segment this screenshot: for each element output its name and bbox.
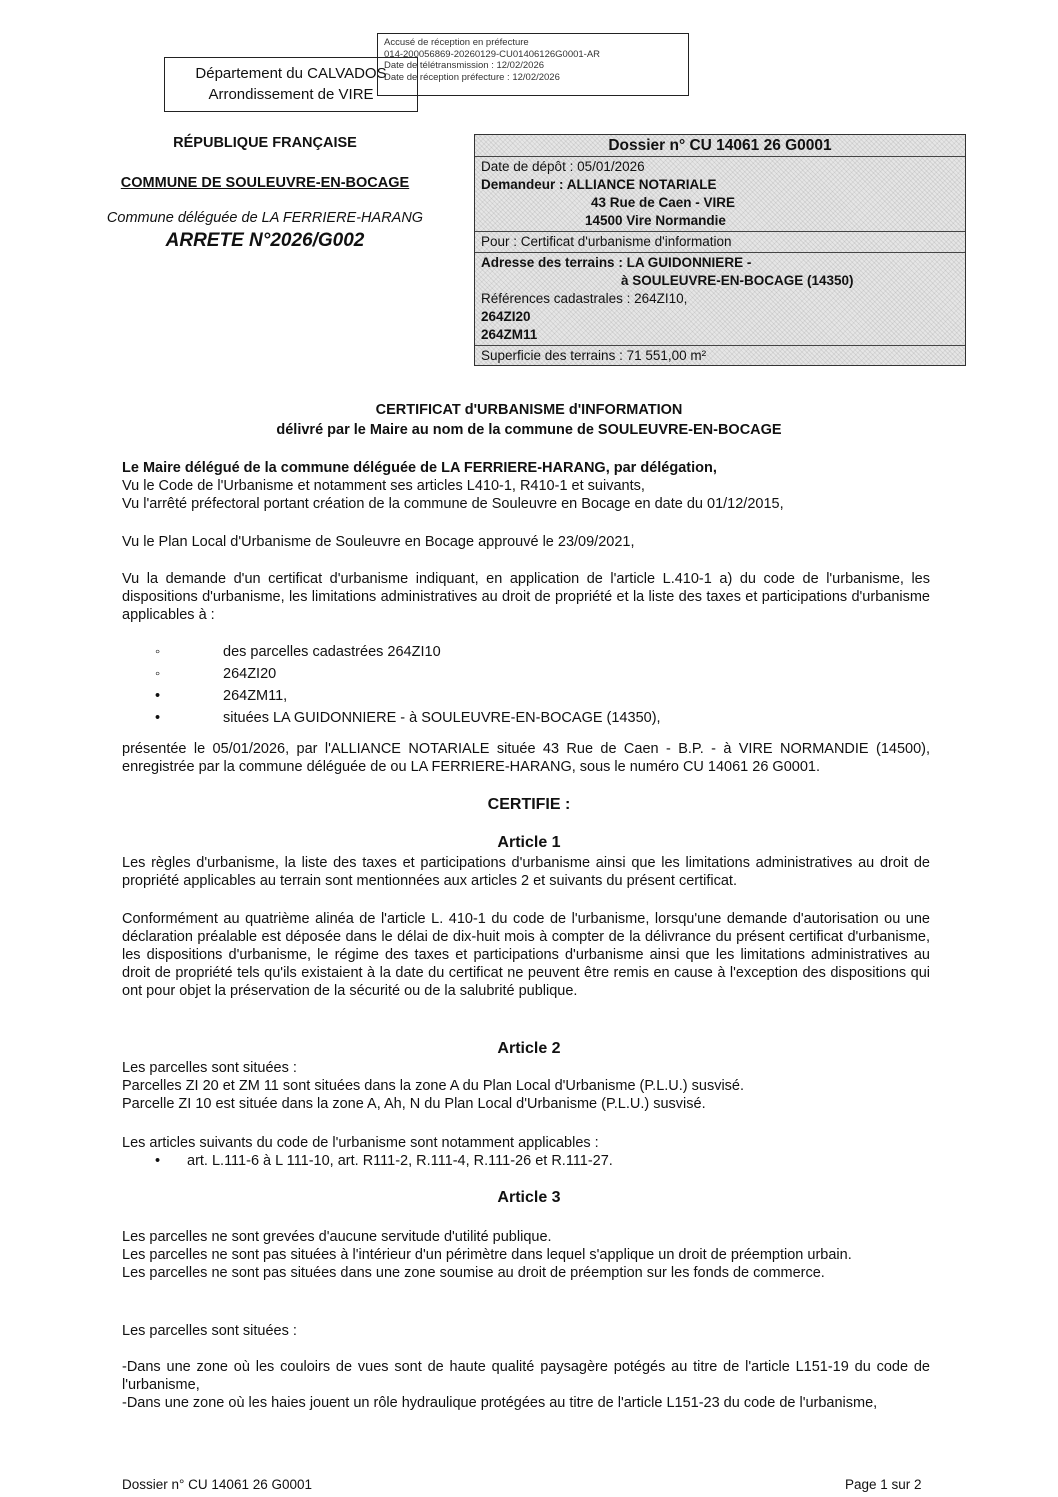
stamp-line: 014-200056869-20260129-CU01406126G0001-AR — [384, 48, 601, 60]
dossier-applicant-section — [475, 157, 965, 232]
cadastral-ref: 264ZM11 — [481, 327, 538, 342]
vu-code: Vu le Code de l'Urbanisme et notamment ses articles L410-1, R410-1 et suivants, — [122, 478, 645, 494]
demandeur-address: 43 Rue de Caen - VIRE — [591, 195, 736, 210]
list-item: • situées LA GUIDONNIERE - à SOULEUVRE-EN-BOCAGE (14350), — [155, 710, 661, 726]
commune-heading: COMMUNE DE SOULEUVRE-EN-BOCAGE — [120, 175, 410, 191]
article-2-line: Les articles suivants du code de l'urbanisme sont notamment applicables : — [122, 1135, 599, 1151]
certificat-subtitle: délivré par le Maire au nom de la commune de SOULEUVRE-EN-BOCAGE — [276, 422, 782, 438]
republic-heading: RÉPUBLIQUE FRANÇAISE — [173, 135, 357, 151]
article-2-line: Parcelle ZI 10 est située dans la zone A, Ah, N du Plan Local d'Urbanisme (P.L.U.) susvisé. — [122, 1096, 706, 1112]
dossier-superficie-section — [475, 346, 965, 366]
article-2-line: Parcelles ZI 20 et ZM 11 sont situées dans la zone A du Plan Local d'Urbanisme (P.L.U.) susvisé. — [122, 1078, 745, 1094]
dossier-object-section — [475, 232, 965, 253]
stamp-line: Date de réception préfecture : 12/02/2026 — [384, 71, 560, 83]
terrain-superficie: Superficie des terrains : 71 551,00 m² — [481, 348, 707, 363]
stamp-line: Date de télétransmission : 12/02/2026 — [384, 60, 545, 71]
list-item: • art. L.111-6 à L 111-10, art. R111-2, R.111-4, R.111-26 et R.111-27. — [155, 1153, 613, 1169]
arrondissement-name: Arrondissement de VIRE — [208, 86, 374, 103]
article-3-line: Les parcelles ne sont pas situées dans une zone soumise au droit de préemption sur les fonds de commerce. — [122, 1265, 825, 1281]
footer-dossier-number: Dossier n° CU 14061 26 G0001 — [122, 1477, 313, 1492]
maire-delegue: Le Maire délégué de la commune déléguée de LA FERRIERE-HARANG, par délégation, — [122, 460, 717, 476]
department-name: Département du CALVADOS — [195, 65, 387, 82]
dossier-title: Dossier n° CU 14061 26 G0001 — [475, 135, 965, 157]
article-1-p1: Les règles d'urbanisme, la liste des taxes et participations d'urbanisme ainsi que les limitations administratives au droit de propriété applicables au terrain sont mentionnées aux articles 2 et suivants du présent certificat. — [122, 855, 930, 889]
certificat-title: CERTIFICAT d'URBANISME d'INFORMATION — [375, 402, 683, 418]
terrain-address: Adresse des terrains : LA GUIDONNIERE - — [481, 255, 752, 270]
list-item: ◦ des parcelles cadastrées 264ZI10 — [155, 644, 441, 660]
commune-deleguee: Commune déléguée de LA FERRIERE-HARANG — [106, 210, 424, 226]
article-2-title: Article 2 — [497, 1040, 561, 1057]
dossier-box — [474, 134, 966, 366]
cadastral-refs: Références cadastrales : 264ZI10, — [481, 291, 688, 306]
footer-page-number: Page 1 sur 2 — [845, 1477, 922, 1492]
article-3-line: Les parcelles ne sont pas situées à l'intérieur d'un périmètre dans lequel s'applique un droit de préemption urbain. — [122, 1247, 852, 1263]
article-3-line: -Dans une zone où les couloirs de vues sont de haute qualité paysagère potégés au titre de l'article L151-19 du code de l'urbanisme, — [122, 1359, 930, 1393]
article-3-line: Les parcelles ne sont grevées d'aucune servitude d'utilité publique. — [122, 1229, 552, 1245]
article-2-line: Les parcelles sont situées : — [122, 1060, 297, 1076]
presentee: présentée le 05/01/2026, par l'ALLIANCE NOTARIALE située 43 Rue de Caen - B.P. - à VIRE NORMANDIE (14500), enregistrée par la commune déléguée de ou LA FERRIERE-HARANG, sous le numéro CU 14061 26 G0001. — [122, 741, 930, 775]
article-3-title: Article 3 — [497, 1189, 561, 1206]
certifie-heading: CERTIFIE : — [487, 796, 571, 813]
vu-demande: Vu la demande d'un certificat d'urbanisme indiquant, en application de l'article L.410-1 a) du code de l'urbanisme, les dispositions d'urbanisme, les limitations administratives au droit de propriété et la liste des taxes et participations d'urbanisme applicables à : — [122, 571, 930, 623]
demandeur: Demandeur : ALLIANCE NOTARIALE — [481, 177, 717, 192]
reception-stamp — [377, 33, 689, 96]
cadastral-ref: 264ZI20 — [481, 309, 531, 324]
demandeur-city: 14500 Vire Normandie — [585, 213, 726, 228]
vu-arrete: Vu l'arrêté préfectoral portant création de la commune de Souleuvre en Bocage en date du 01/12/2015, — [122, 496, 784, 512]
article-1-title: Article 1 — [497, 834, 561, 851]
article-2-list — [155, 1150, 613, 1172]
vu-plu: Vu le Plan Local d'Urbanisme de Souleuvre en Bocage approuvé le 23/09/2021, — [122, 534, 635, 550]
article-3-body — [122, 1228, 930, 1282]
article-1-p2: Conformément au quatrième alinéa de l'article L. 410-1 du code de l'urbanisme, lorsqu'une demande d'autorisation ou une déclaration préalable est déposée dans le délai de dix-huit mois à compter de la délivrance du présent certificat d'urbanisme, les dispositions d'urbanisme, le régime des taxes et participations d'urbanisme ainsi que les limitations administratives au droit de propriété tels qu'ils existaient à la date du certificat ne peuvent être remis en cause à l'exception des dispositions qui ont pour objet la préservation de la sécurité ou de la salubrité publique. — [122, 911, 930, 999]
article-3-line: -Dans une zone où les haies jouent un rôle hydraulique protégées au titre de l'article L151-23 du code de l'urbanisme, — [122, 1395, 878, 1411]
article-2-body — [122, 1059, 930, 1113]
article-3-line: Les parcelles sont situées : — [122, 1323, 297, 1339]
stamp-line: Accusé de réception en préfecture — [384, 37, 529, 48]
list-item: ◦ 264ZI20 — [155, 666, 277, 682]
department-box — [164, 57, 418, 112]
date-depot: Date de dépôt : 05/01/2026 — [481, 159, 645, 174]
terrain-commune: à SOULEUVRE-EN-BOCAGE (14350) — [621, 273, 854, 288]
dossier-pour: Pour : Certificat d'urbanisme d'information — [481, 234, 732, 249]
arrete-number: ARRETE N°2026/G002 — [165, 230, 365, 251]
preamble — [122, 459, 930, 513]
dossier-terrain-section — [475, 253, 965, 346]
parcel-list — [155, 641, 661, 729]
list-item: • 264ZM11, — [155, 688, 288, 704]
